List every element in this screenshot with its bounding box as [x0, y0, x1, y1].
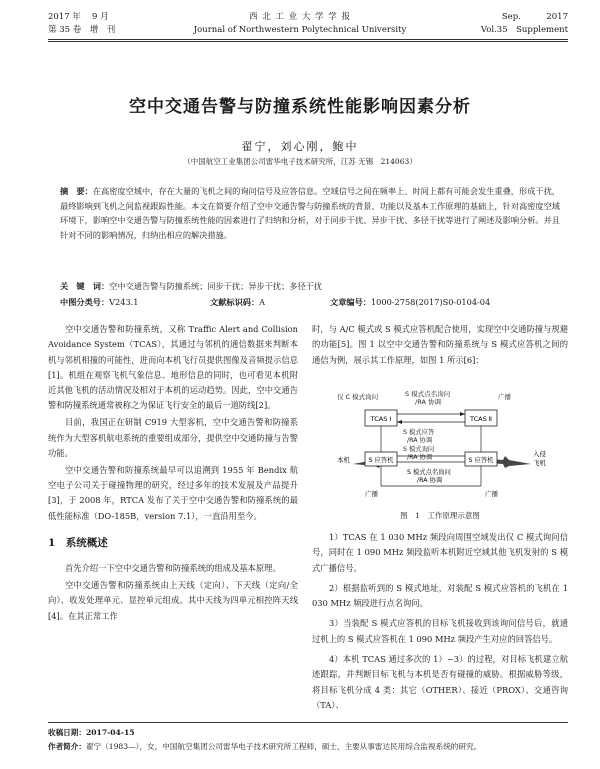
- classification-line: [60, 297, 560, 308]
- principle-paragraph: 时，与 A/C 模式或 S 模式应答机配合使用，实现空中交通防撞与规避的功能[5]。图 1 以空中交通告警和防撞系统与 S 模式应答机之间的通信为例，展示其工作原理，如图 1 所示[6]：: [312, 324, 568, 365]
- fig-label-mid2: /RA 协调: [407, 437, 433, 444]
- footer-rule: [48, 722, 568, 723]
- article-no-value: 1000-2758(2017)S0-0104-04: [370, 297, 491, 307]
- header-volume-issue: 第 35 卷 增 刊: [48, 25, 116, 35]
- fig-label-bot-mid1: S 模式点名询问: [407, 469, 451, 476]
- intro-paragraph-3: 空中交通告警和防撞系统最早可以追溯到 1955 年 Bendix 航空电子公司关于碰撞物理的研究，经过多年的技术发展及产品提升[3]，于 2008 年，RTCA 发布了关于空中交通告警和防撞系统的最低性能标准（DO-185B，version 7.1），一直沿用至今。: [48, 464, 298, 521]
- header-rule-2: [48, 41, 568, 42]
- received-date: 收稿日期：2017-04-15: [48, 728, 135, 737]
- principle-steps-list: [312, 530, 568, 718]
- fig-label-intruder-2: 飞机: [533, 459, 546, 467]
- keywords-label: 关 键 词：: [60, 281, 110, 291]
- article-no-label: 文章编号：: [330, 297, 371, 307]
- fig-label-bot-right: 广播: [485, 490, 498, 498]
- fig-label-mid4: /RA 协调: [407, 454, 433, 461]
- right-column: [312, 322, 568, 369]
- overview-paragraph-1: 首先介绍一下空中交通告警和防撞系统的组成及基本原理。: [65, 563, 281, 574]
- footer: [48, 726, 568, 754]
- s-responder-left-label: S 应答机: [368, 457, 394, 464]
- tcas1-label: TCAS Ⅰ: [370, 415, 392, 423]
- step-3: 3）当装配 S 模式应答机的目标飞机接收到该询问信号后，就通过机上的 S 模式应答机在 1 090 MHz 频段产生对应的回答信号。: [312, 618, 568, 644]
- clc-value: V243.1: [109, 297, 139, 307]
- arrowhead-top-left: [397, 420, 402, 424]
- header-vol-en: Vol.35 Supplement: [480, 25, 568, 35]
- abstract-text: 在高密度空域中，存在大量的飞机之间的询问信号及应答信息。空域信号之间在频率上、时间上都有可能会发生重叠，形成干扰，最终影响到飞机之间监视跟踪性能。本文在简要介绍了空中交通告警与防撞系统的背景、功能以及基本工作原理的基础上，针对高密度空域环境下，影响空中交通告警与防撞系统性能的因素进行了归纳和分析，对于同步干扰、异步干扰、多径干扰等进行了阐述及影响分析。并且针对不同的影响情况，归纳出相应的解决措施。: [60, 186, 560, 240]
- fig-label-mid3: S 模式询问: [403, 446, 435, 453]
- author-bio: 翟宁（1983—），女，中国航空集团公司雷华电子技术研究所工程师，硕士，主要从事雷达民用综合监视系统的研究。: [85, 742, 482, 751]
- fig-label-top-right: 广播: [498, 393, 511, 401]
- intro-paragraph-1: 空中交通告警和防撞系统，又称 Traffic Alert and Collision Avoidance System（TCAS），其通过与邻机的通信数据来判断本机与邻机相撞的可能性，进而向本机飞行员提供图像及音频提示信息[1]。机组在观察飞机气象信息、地形信息的同时，也可看见本机附近其他飞机的活动情况及相对于本机的运动趋势。因此，空中交通告警和防撞系统通常被称之为保证飞行安全的最后一道防线[2]。: [48, 324, 298, 411]
- fig-label-own: 本机: [337, 456, 350, 464]
- step-1: 1）TCAS 在 1 030 MHz 频段向周围空域发出仅 C 模式询问信号，同时在 1 090 MHz 频段监听本机附近空域其他飞机发射的 S 模式广播信号。: [312, 532, 568, 573]
- fig-label-top-left: 仅 C 模式询问: [337, 393, 379, 401]
- doc-code-label: 文献标识码：: [210, 297, 260, 307]
- header-year-month: 2017 年 9 月: [48, 12, 109, 22]
- step-4: 4）本机 TCAS 通过多次的 1）~3）的过程，对目标飞机建立航迹跟踪，并判断目标飞机与本机是否有碰撞的威胁。根据威胁等级，将目标飞机分成 4 类：其它（OTHER）、接近（PROX）、交通咨询（TA）、: [312, 654, 568, 710]
- author-bio-label: 作者简介：: [48, 742, 86, 751]
- fig-label-top-mid1: S 模式点名询问: [405, 390, 451, 398]
- fig-label-bot-mid2: /RA 协调: [417, 477, 443, 484]
- step-2: 2）根据监听到的 S 模式地址，对装配 S 模式应答机的飞机在 1 030 MHz 频段进行点名询问。: [312, 582, 568, 609]
- fig-label-intruder-1: 入侵: [533, 450, 546, 458]
- header-rule: [48, 39, 568, 40]
- header-journal-cn: 西 北 工 业 大 学 学 报: [249, 12, 351, 22]
- s-responder-right-label: S 应答机: [468, 457, 494, 464]
- left-column: [48, 322, 298, 625]
- tcas2-label: TCAS Ⅱ: [470, 415, 492, 423]
- fig-label-bot-left: 广播: [365, 490, 378, 498]
- figure-1-caption: 图 1 工作原理示意图: [400, 511, 480, 520]
- header-date-en: Sep. 2017: [501, 12, 568, 22]
- arrowhead-top-right: [460, 412, 465, 416]
- abstract: [60, 184, 560, 242]
- paper-authors: 翟宁，刘心刚，鲍中: [241, 140, 359, 153]
- fig-label-top-mid2: /RA 协调: [415, 398, 441, 406]
- keywords-text: 空中交通告警与防撞系统；同步干扰；异步干扰；多径干扰: [109, 281, 323, 291]
- fig-label-mid1: S 模式应答: [403, 429, 435, 436]
- clc-label: 中图分类号：: [60, 297, 110, 307]
- figure-1: [335, 390, 550, 505]
- overview-paragraph-2: 空中交通告警和防撞系统由上天线（定向）、下天线（定向/全向）、收发处理单元、显控单元组成。其中天线为四单元相控阵天线[4]。在其正常工作: [48, 579, 298, 621]
- figure-1-diagram: [335, 390, 550, 505]
- abstract-label: 摘 要：: [60, 186, 93, 196]
- keywords: [60, 281, 560, 292]
- section-heading-1: 1 系统概述: [48, 536, 108, 549]
- intro-paragraph-2: 目前，我国正在研制 C919 大型客机，空中交通告警和防撞系统作为大型客机航电系统的重要组成部分，提供空中交通防撞与告警功能。: [48, 417, 298, 458]
- paper-title: 空中交通告警与防撞系统性能影响因素分析: [129, 97, 471, 117]
- paper-affiliation: （中国航空工业集团公司雷华电子技术研究所，江苏 无锡 214063）: [183, 157, 417, 166]
- doc-code-value: A: [259, 297, 266, 307]
- header-journal-en: Journal of Northwestern Polytechnical University: [193, 25, 407, 35]
